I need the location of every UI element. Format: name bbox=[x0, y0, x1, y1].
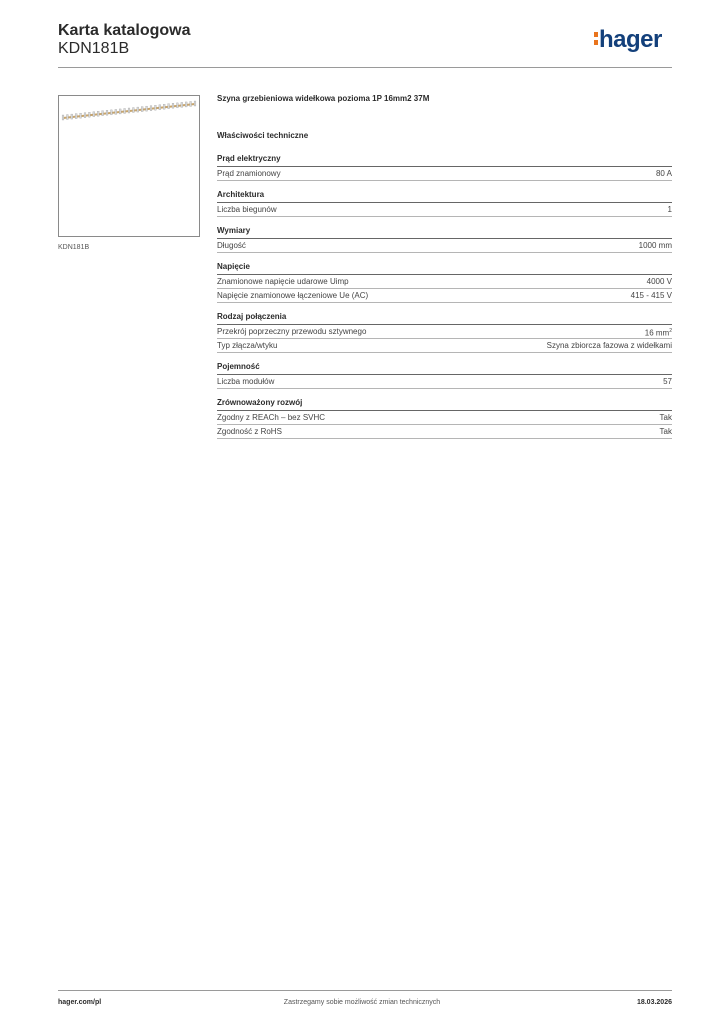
spec-label: Typ złącza/wtyku bbox=[217, 341, 278, 350]
spec-value-text: Tak bbox=[659, 427, 672, 436]
spec-value bbox=[663, 375, 672, 388]
technical-properties-heading: Właściwości techniczne bbox=[217, 131, 309, 140]
spec-row bbox=[217, 203, 672, 217]
busbar-fork bbox=[172, 103, 174, 108]
spec-group-title: Wymiary bbox=[217, 226, 672, 239]
hager-logo bbox=[594, 28, 662, 52]
spec-row bbox=[217, 411, 672, 425]
busbar-fork bbox=[177, 103, 179, 108]
spec-label: Zgodny z REACh – bez SVHC bbox=[217, 413, 326, 422]
busbar-fork bbox=[62, 115, 64, 120]
header-divider bbox=[58, 67, 672, 68]
spec-row bbox=[217, 375, 672, 389]
spec-value-text: 415 - 415 V bbox=[630, 291, 672, 300]
busbar-fork bbox=[133, 108, 135, 113]
spec-group-title: Napięcie bbox=[217, 262, 672, 275]
spec-group bbox=[217, 398, 672, 439]
spec-value bbox=[631, 289, 672, 302]
spec-group bbox=[217, 362, 672, 389]
spec-row bbox=[217, 339, 672, 353]
busbar-fork bbox=[71, 114, 73, 119]
busbar-fork bbox=[146, 106, 148, 111]
busbar-fork bbox=[155, 105, 157, 110]
spec-row bbox=[217, 289, 672, 303]
spec-label: Znamionowe napięcie udarowe Uimp bbox=[217, 277, 349, 286]
spec-value-text: 1 bbox=[667, 205, 672, 214]
spec-value-text: 80 A bbox=[655, 169, 672, 178]
spec-value-text: 1000 mm bbox=[638, 241, 672, 250]
spec-group-title: Pojemność bbox=[217, 362, 672, 375]
spec-value bbox=[656, 167, 672, 180]
busbar-product-image bbox=[59, 96, 201, 238]
spec-group bbox=[217, 262, 672, 303]
busbar-fork bbox=[163, 104, 165, 109]
busbar-fork bbox=[124, 108, 126, 113]
busbar-fork bbox=[111, 110, 113, 115]
spec-group bbox=[217, 226, 672, 253]
spec-row bbox=[217, 425, 672, 439]
busbar-fork bbox=[194, 101, 196, 106]
busbar-fork bbox=[80, 113, 82, 118]
spec-value bbox=[645, 325, 672, 338]
busbar-fork bbox=[181, 102, 183, 107]
busbar-fork bbox=[102, 111, 104, 116]
busbar-fork bbox=[159, 105, 161, 110]
footer-website: hager.com/pl bbox=[58, 999, 102, 1006]
logo-mark-icon bbox=[594, 28, 598, 45]
footer-divider bbox=[58, 990, 672, 991]
spec-label: Przekrój poprzeczny przewodu sztywnego bbox=[217, 327, 367, 336]
busbar-fork bbox=[115, 109, 117, 114]
busbar-fork bbox=[67, 115, 69, 120]
product-image-caption: KDN181B bbox=[58, 244, 90, 251]
spec-group-title: Rodzaj połączenia bbox=[217, 312, 672, 325]
spec-value bbox=[660, 411, 672, 424]
spec-value-text: 16 mm bbox=[644, 328, 670, 338]
busbar-fork bbox=[89, 112, 91, 117]
spec-label: Liczba biegunów bbox=[217, 205, 277, 214]
busbar-fork bbox=[150, 106, 152, 111]
spec-row bbox=[217, 239, 672, 253]
specifications-panel bbox=[217, 94, 672, 448]
busbar-fork bbox=[75, 114, 77, 119]
spec-label: Napięcie znamionowe łączeniowe Ue (AC) bbox=[217, 291, 369, 300]
header-title: Karta katalogowa bbox=[58, 22, 191, 39]
spec-value-text: 4000 V bbox=[646, 277, 672, 286]
busbar-fork bbox=[141, 107, 143, 112]
spec-groups bbox=[217, 154, 672, 439]
spec-label: Prąd znamionowy bbox=[217, 169, 281, 178]
footer-notice: Zastrzegamy sobie możliwość zmian technicznych bbox=[283, 999, 441, 1006]
busbar-fork bbox=[128, 108, 130, 113]
spec-label: Długość bbox=[217, 241, 246, 250]
spec-row bbox=[217, 167, 672, 181]
spec-value bbox=[660, 425, 672, 438]
busbar-fork bbox=[93, 112, 95, 117]
spec-group-title: Architektura bbox=[217, 190, 672, 203]
product-image-frame bbox=[58, 95, 200, 237]
spec-value bbox=[668, 203, 672, 216]
spec-group bbox=[217, 190, 672, 217]
spec-value bbox=[547, 339, 672, 352]
spec-row bbox=[217, 275, 672, 289]
spec-value-text: Tak bbox=[659, 413, 672, 422]
busbar-fork bbox=[97, 111, 99, 116]
header-product-code: KDN181B bbox=[58, 40, 130, 57]
spec-label: Zgodność z RoHS bbox=[217, 427, 282, 436]
spec-value bbox=[647, 275, 672, 288]
logo-text: hager bbox=[599, 26, 662, 53]
spec-value bbox=[639, 239, 672, 252]
busbar-fork bbox=[168, 104, 170, 109]
busbar-fork bbox=[119, 109, 121, 114]
product-description: Szyna grzebieniowa widełkowa pozioma 1P 16mm2 37M bbox=[217, 94, 430, 103]
spec-group bbox=[217, 312, 672, 353]
spec-label: Liczba modułów bbox=[217, 377, 275, 386]
busbar-fork bbox=[106, 110, 108, 115]
busbar-fork bbox=[185, 102, 187, 107]
busbar-fork bbox=[137, 107, 139, 112]
spec-value-text: Szyna zbiorcza fazowa z widełkami bbox=[546, 341, 672, 350]
spec-group-title: Zrównoważony rozwój bbox=[217, 398, 672, 411]
spec-row bbox=[217, 325, 672, 339]
footer-date: 18.03.2026 bbox=[636, 999, 672, 1006]
busbar-fork bbox=[190, 101, 192, 106]
spec-group-title: Prąd elektryczny bbox=[217, 154, 672, 167]
spec-value-superscript: 2 bbox=[669, 328, 672, 334]
spec-group bbox=[217, 154, 672, 181]
busbar-fork bbox=[84, 113, 86, 118]
spec-value-text: 57 bbox=[663, 377, 672, 386]
